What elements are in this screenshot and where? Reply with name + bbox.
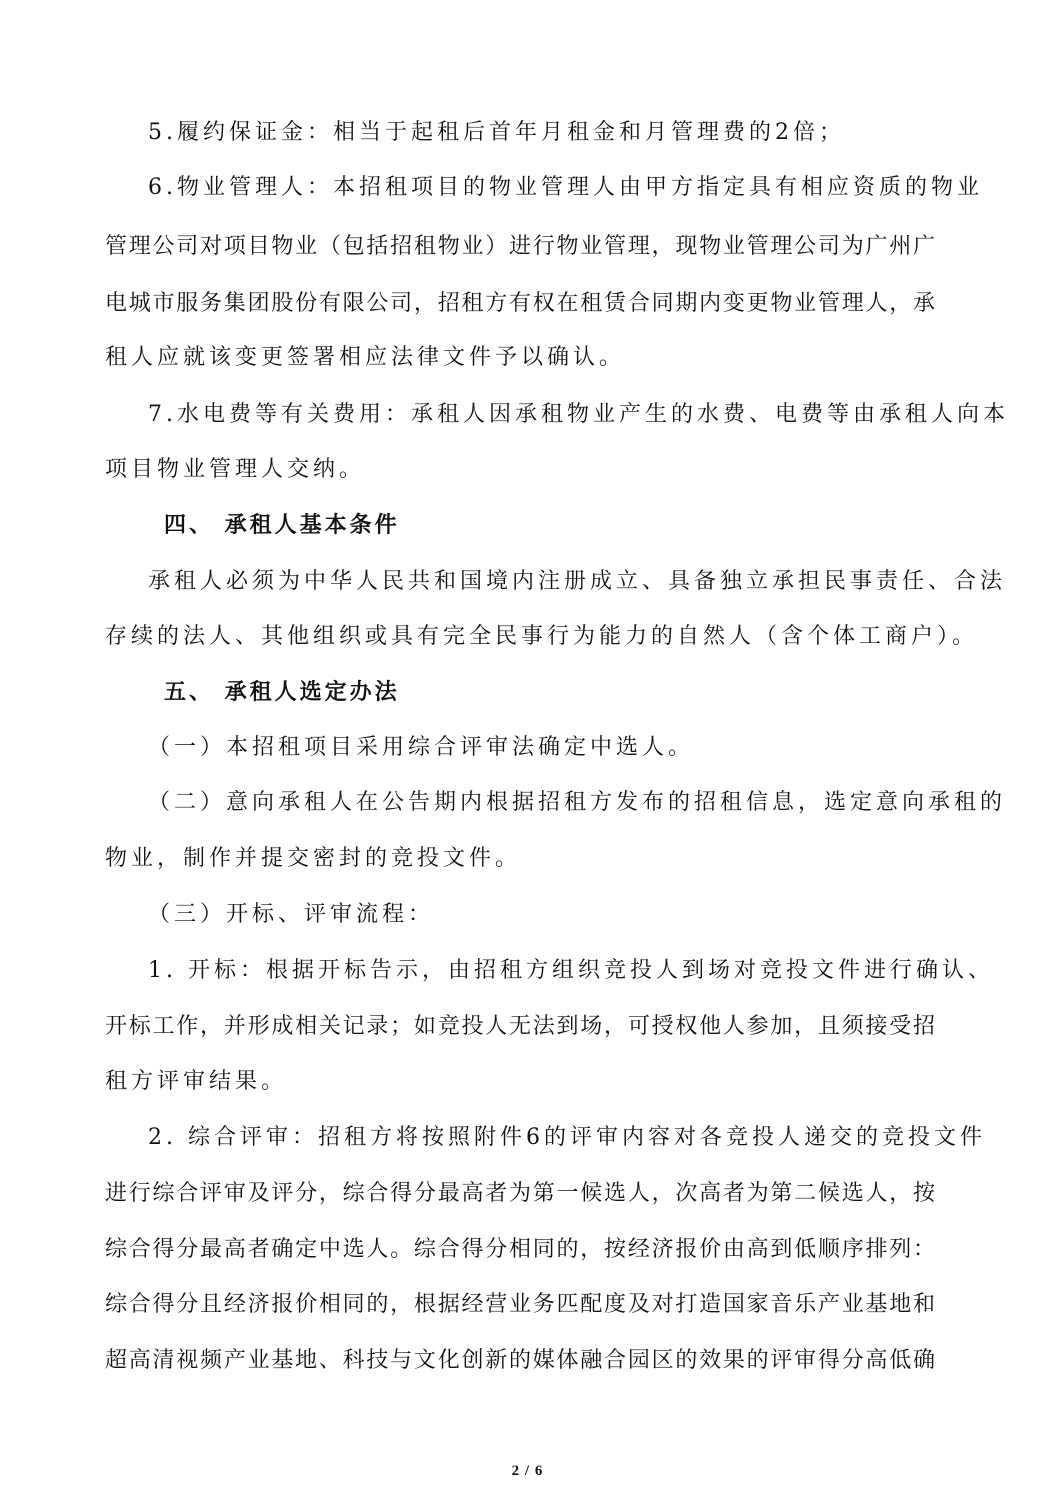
section-heading: 四、 承租人基本条件 <box>164 512 400 538</box>
paragraph-line: 7.水电费等有关费用：承租人因承租物业产生的水费、电费等由承租人向本 <box>148 402 1009 427</box>
paragraph-line: 超高清视频产业基地、科技与文化创新的媒体融合园区的效果的评审得分高低确 <box>105 1348 935 1373</box>
paragraph-line: 综合得分且经济报价相同的，根据经营业务匹配度及对打造国家音乐产业基地和 <box>105 1292 935 1317</box>
paragraph-line: 物业，制作并提交密封的竞投文件。 <box>105 846 522 871</box>
paragraph-line: 租方评审结果。 <box>105 1069 288 1094</box>
paragraph-line: 综合得分最高者确定中选人。综合得分相同的，按经济报价由高到低顺序排列： <box>105 1237 935 1262</box>
paragraph-line: 租人应就该变更签署相应法律文件予以确认。 <box>105 345 626 370</box>
paragraph-line: 管理公司对项目物业（包括招租物业）进行物业管理，现物业管理公司为广州广 <box>105 234 935 259</box>
paragraph-line: （一）本招租项目采用综合评审法确定中选人。 <box>148 735 695 760</box>
page-number: 2 / 6 <box>511 1463 544 1479</box>
paragraph-line: 6.物业管理人：本招租项目的物业管理人由甲方指定具有相应资质的物业 <box>148 175 983 200</box>
paragraph-line: 存续的法人、其他组织或具有完全民事行为能力的自然人（含个体工商户）。 <box>105 624 979 649</box>
paragraph-line: （二）意向承租人在公告期内根据招租方发布的招租信息，选定意向承租的 <box>148 790 1007 815</box>
paragraph-line: （三）开标、评审流程： <box>148 902 435 927</box>
paragraph-line: 项目物业管理人交纳。 <box>105 457 366 482</box>
paragraph-line: 承租人必须为中华人民共和国境内注册成立、具备独立承担民事责任、合法 <box>148 569 1007 594</box>
paragraph-line: 进行综合评审及评分，综合得分最高者为第一候选人，次高者为第二候选人，按 <box>105 1181 935 1206</box>
section-heading: 五、 承租人选定办法 <box>164 679 400 705</box>
paragraph-line: 5.履约保证金：相当于起租后首年月租金和月管理费的2倍； <box>148 120 845 145</box>
paragraph-line: 1. 开标：根据开标告示，由招租方组织竞投人到场对竞投文件进行确认、 <box>148 958 994 983</box>
paragraph-line: 电城市服务集团股份有限公司，招租方有权在租赁合同期内变更物业管理人，承 <box>105 291 935 316</box>
paragraph-line: 开标工作，并形成相关记录；如竞投人无法到场，可授权他人参加，且须接受招 <box>105 1014 935 1039</box>
paragraph-line: 2. 综合评审：招租方将按照附件6的评审内容对各竞投人递交的竞投文件 <box>148 1125 986 1150</box>
